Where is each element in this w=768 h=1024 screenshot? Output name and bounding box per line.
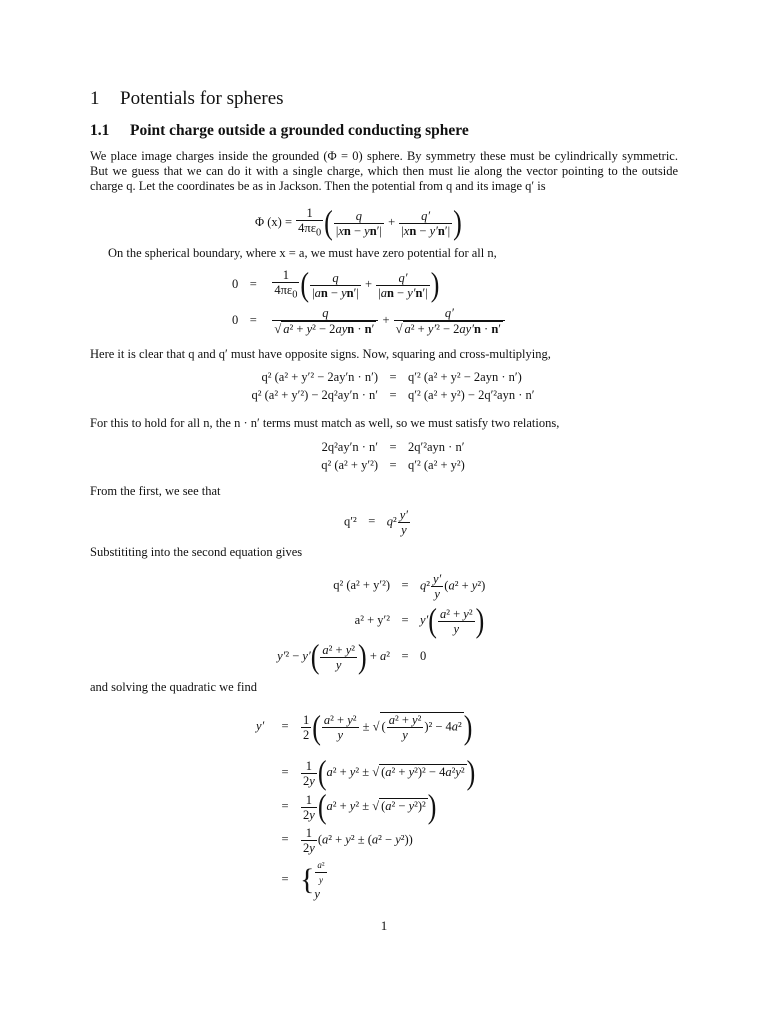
equation-lhs: q² (a² + y′²) [321,458,378,472]
equals-sign: = [389,458,397,472]
equation-rhs: q′² (a² + y²) − 2q′²ayn · n′ [408,388,535,402]
section-title: Potentials for spheres [120,88,284,109]
section-number: 1 [90,88,100,109]
equals-sign: = [249,312,257,327]
equation-solution-4: = $\frac{1}{2y}$ (a² + y² ± (a² − y²)) [270,826,413,855]
equation-rhs: 2q′²ayn · n′ [408,440,465,454]
equation-rhs: q′² (a² + y² − 2ayn · n′) [408,370,522,384]
equation-quadratic: y′² − y′( $\frac{\text{a² + y²}}{y}$ ) + a² = 0 [277,637,427,676]
paragraph-1: We place image charges inside the grounded (Φ = 0) sphere. By symmetry these must be cylindrically symmetric. But we guess that we can do it with a single charge, which then must lie along the vector pointing to the outside charge q. Let the coordinates be as in Jackson. Then the potential from q and its image q′ is [90,149,678,194]
paragraph-3: Here it is clear that q and q′ must have opposite signs. Now, squaring and cross-multiplying, [90,347,551,361]
equation-squared-2 [208,388,535,403]
equation-potential: Φ (x) = $\frac{1}{4\pi\varepsilon_0}$ ( $\frac{q}{|xn - yn'|}$ + $\frac{q'}{|xn - y'n'|}$ ) [255,203,462,242]
equation-lhs: 0 [232,312,239,327]
equation-squared-1 [228,370,538,385]
paragraph-7: and solving the quadratic we find [90,680,257,694]
equation-relation-2 [278,458,465,473]
equation-lhs: q′² [344,514,357,529]
equals-sign: = [281,832,289,847]
equation-lhs: Φ (x) = [255,215,293,230]
equals-sign: = [281,871,289,886]
equals-sign: = [281,719,289,734]
equals-sign: = [249,277,257,292]
equals-sign: = [401,612,409,627]
equals-sign: = [401,648,409,663]
equation-solution-3: = $\frac{1}{2y}$ (a² + y² ± √ (a² − y²)²) [270,792,436,822]
equation-first: q′² = q² $\frac{y'}{y}$ [344,508,409,537]
equation-rhs: q′² (a² + y²) [408,458,465,472]
paragraph-4: For this to hold for all n, the n · n′ terms must match as well, so we must satisfy two relations, [90,416,560,430]
equation-boundary-2: 0 = $\frac{q}{\text{√ a² + y² − 2ayn · n′}}$ + $\frac{q'}{\text{√ a² + y′² − 2ay′n · n′}}$ [232,306,506,336]
equation-relation-1 [278,440,464,455]
equation-rhs: 0 [420,648,427,663]
equals-sign: = [401,578,409,593]
equals-sign: = [389,440,397,454]
equation-sub-2: a² + y′² = y′( $\frac{\text{a² + y²}}{y}$ ) [320,606,484,636]
equation-lhs: 0 [232,277,239,292]
equation-lhs: a² + y′² [354,612,390,627]
equation-lhs: q² (a² + y′²) − 2q²ay′n · n′ [251,388,378,402]
equation-solution-2: = $\frac{1}{2y}$ (a² + y² ± √ (a² + y²)² − 4a²y²) [270,758,475,788]
equals-sign: = [281,798,289,813]
equation-solution-1: y′ = $\frac{1}{2}$ ( $\frac{\text{a² + y²}}{y}$ ± √ ( $\frac{\text{a² + y²}}{y}$ )² − 4a²) [256,708,473,746]
section-heading [90,88,284,110]
equation-lhs: q² (a² + y′²) [333,578,390,593]
subsection-heading [90,122,469,140]
equals-sign: = [368,514,376,529]
equation-lhs: 2q²ay′n · n′ [321,440,378,454]
equation-sub-1: q² (a² + y′²) = q² $\frac{y'}{y}$ (a² + y²) [320,572,485,601]
paragraph-5: From the first, we see that [90,484,221,498]
equation-boundary-1: 0 = $\frac{1}{4\pi\varepsilon_0}$ ( $\frac{q}{|an - yn'|}$ + $\frac{q'}{|an - y'n'|}$ ) [232,265,440,304]
paragraph-6: Substititing into the second equation gives [90,545,303,559]
paragraph-2: On the spherical boundary, where x = a, we must have zero potential for all n, [108,246,497,260]
equals-sign: = [389,370,397,384]
page-number: 1 [380,918,388,933]
equals-sign: = [389,388,397,402]
equation-lhs: q² (a² + y′² − 2ay′n · n′) [261,370,378,384]
equals-sign: = [281,764,289,779]
subsection-number: 1.1 [90,122,110,139]
equation-solution-5: = { $\frac{\text{a²}}{y}$ y [270,858,328,902]
subsection-title: Point charge outside a grounded conducting sphere [130,122,469,139]
